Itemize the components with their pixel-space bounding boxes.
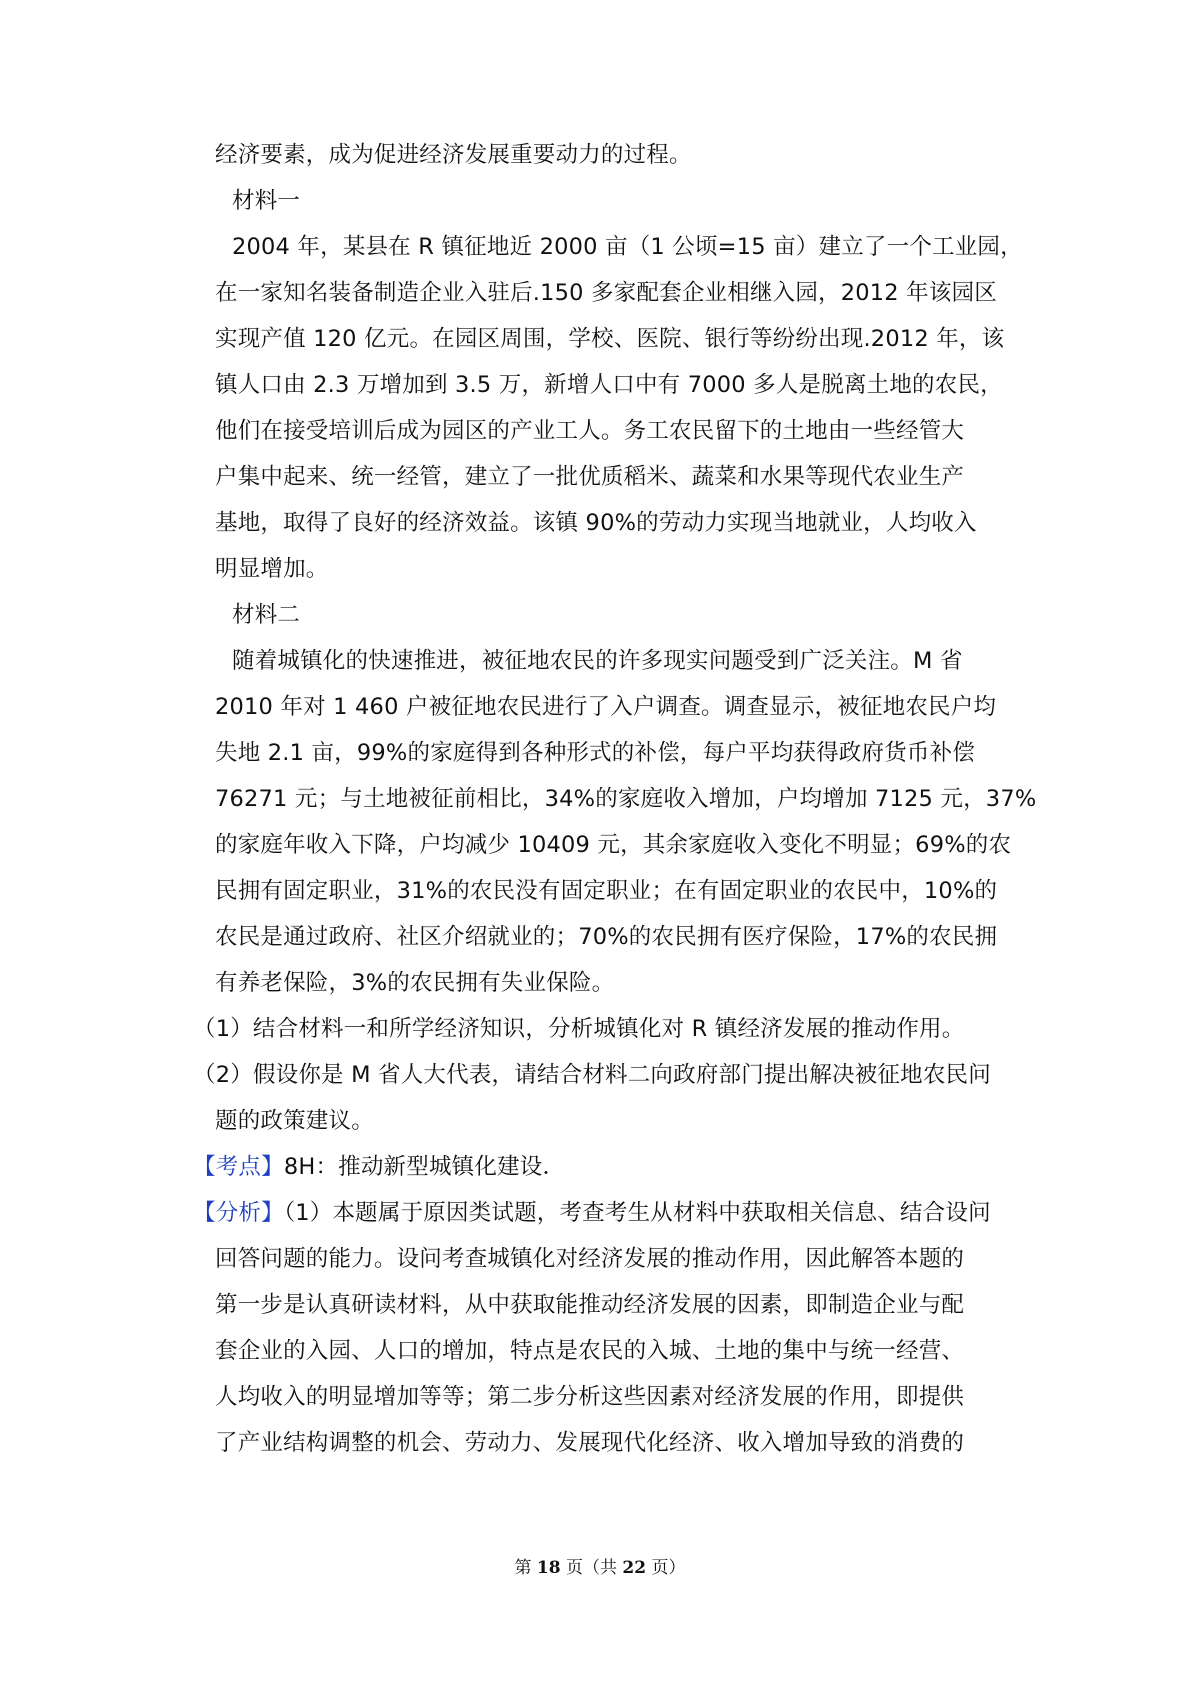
total-pages: 22: [622, 1558, 647, 1578]
text-line: 了产业结构调整的机会、劳动力、发展现代化经济、收入增加导致的消费的: [215, 1430, 965, 1456]
fenxi-line: [193, 1198, 991, 1228]
question-2: （2）假设你是 M 省人大代表，请结合材料二向政府部门提出解决被征地农民问: [193, 1062, 991, 1088]
text-line: 失地 2.1 亩，99%的家庭得到各种形式的补偿，每户平均获得政府货币补偿: [215, 740, 975, 766]
kaodian-line: [193, 1152, 565, 1182]
fenxi-text: （1）本题属于原因类试题，考查考生从材料中获取相关信息、结合设问: [283, 1200, 991, 1226]
text-line: 在一家知名装备制造企业入驻后.150 多家配套企业相继入园，2012 年该园区: [215, 280, 997, 306]
text-line: 的家庭年收入下降，户均减少 10409 元，其余家庭收入变化不明显；69%的农: [215, 832, 1012, 858]
text-line: 有养老保险，3%的农民拥有失业保险。: [215, 970, 615, 996]
text-line: 随着城镇化的快速推进，被征地农民的许多现实问题受到广泛关注。M 省: [232, 648, 963, 674]
text-line: 基地，取得了良好的经济效益。该镇 90%的劳动力实现当地就业，人均收入: [215, 510, 977, 536]
text-line: 经济要素，成为促进经济发展重要动力的过程。: [215, 142, 692, 168]
text-line: 实现产值 120 亿元。在园区周围，学校、医院、银行等纷纷出现.2012 年，该: [215, 326, 1005, 352]
text-line: 镇人口由 2.3 万增加到 3.5 万，新增人口中有 7000 多人是脱离土地的农民，: [215, 372, 1003, 398]
material-heading: 材料一: [232, 188, 301, 214]
text-line: 2010 年对 1 460 户被征地农民进行了入户调查。调查显示，被征地农民户均: [215, 694, 997, 720]
text-line: 户集中起来、统一经管，建立了一批优质稻米、蔬菜和水果等现代农业生产: [215, 464, 965, 490]
text-line: 第一步是认真研读材料，从中获取能推动经济发展的因素，即制造企业与配: [215, 1292, 965, 1318]
text-line: 套企业的入园、人口的增加，特点是农民的入城、土地的集中与统一经营、: [215, 1338, 965, 1364]
text-line: 明显增加。: [215, 556, 329, 582]
text-line: 题的政策建议。: [215, 1108, 374, 1134]
kaodian-text: 8H：推动新型城镇化建设．: [283, 1154, 566, 1180]
text-line: 农民是通过政府、社区介绍就业的；70%的农民拥有医疗保险，17%的农民拥: [215, 924, 998, 950]
footer-middle: 页（共: [566, 1558, 617, 1578]
text-line: 回答问题的能力。设问考查城镇化对经济发展的推动作用，因此解答本题的: [215, 1246, 965, 1272]
page-number: 18: [536, 1558, 561, 1578]
material-heading: 材料二: [232, 602, 301, 628]
question-1: （1）结合材料一和所学经济知识，分析城镇化对 R 镇经济发展的推动作用。: [193, 1016, 965, 1042]
fenxi-tag: 【分析】: [193, 1200, 284, 1226]
page-footer: [0, 1556, 1200, 1580]
kaodian-tag: 【考点】: [193, 1154, 284, 1180]
text-line: 76271 元；与土地被征前相比，34%的家庭收入增加，户均增加 7125 元，37%: [215, 786, 1037, 812]
footer-prefix: 第: [514, 1558, 532, 1578]
text-line: 2004 年，某县在 R 镇征地近 2000 亩（1 公顷=15 亩）建立了一个工业园，: [232, 234, 1023, 260]
text-line: 他们在接受培训后成为园区的产业工人。务工农民留下的土地由一些经管大: [215, 418, 965, 444]
text-line: 民拥有固定职业，31%的农民没有固定职业；在有固定职业的农民中，10%的: [215, 878, 998, 904]
text-line: 人均收入的明显增加等等；第二步分析这些因素对经济发展的作用，即提供: [215, 1384, 965, 1410]
footer-suffix: 页）: [651, 1558, 686, 1578]
